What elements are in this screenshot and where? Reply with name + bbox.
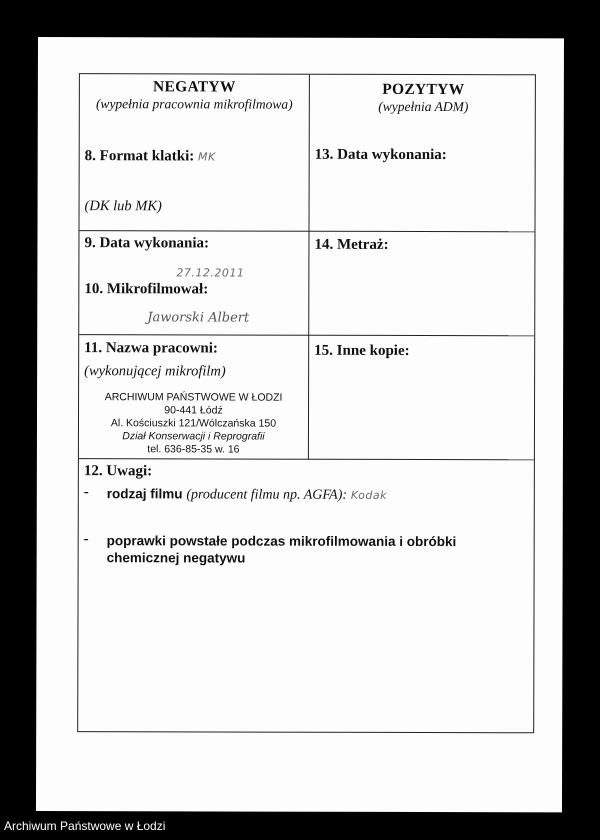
stamp-line-1: ARCHIWUM PAŃSTWOWE W ŁODZI [104,391,283,404]
row-divider-2 [79,334,534,336]
field-8-label: 8. Format klatki: [84,148,195,165]
archive-caption: Archiwum Państwowe w Łodzi [4,819,166,833]
field-10-signature: Jaworski Albert [147,310,250,326]
field-11-label: 11. Nazwa pracowni: [84,340,218,357]
field-14-label: 14. Metraż: [314,236,389,253]
field-13-label: 13. Data wykonania: [314,146,447,164]
scanned-document-page [36,37,564,812]
positive-subtitle: (wypełnia ADM) [378,98,469,115]
remark-film-type-value: Kodak [350,488,388,502]
field-9-label: 9. Data wykonania: [84,235,210,252]
archive-stamp [79,391,308,457]
field-12-label: 12. Uwagi: [83,463,153,480]
field-8-format [85,148,216,165]
remark-corrections-line-2: chemicznej negatywu [106,550,246,566]
remark-film-type [107,485,387,504]
column-divider [308,75,310,460]
stamp-line-3: Al. Kościuszki 121/Wólczańska 150 [110,417,277,430]
remark-film-type-hint: (producent filmu np. AGFA): [186,487,348,503]
positive-title: POZYTYW [382,80,465,99]
negative-title: NEGATYW [152,78,236,96]
field-10-label: 10. Mikrofilmował: [84,281,209,298]
field-15-label: 15. Inne kopie: [314,342,410,359]
bullet-2: - [83,531,89,548]
field-11-hint: (wykonującej mikrofilm) [84,363,226,380]
negative-subtitle: (wypełnia pracownia mikrofilmowa) [95,96,293,112]
microfilm-record-form [77,73,536,733]
remark-corrections [107,532,457,567]
remark-film-type-label: rodzaj filmu [106,486,183,502]
stamp-line-2: 90-441 Łódź [164,404,223,417]
field-8-value: MK [197,150,216,164]
stamp-line-4: Dział Konserwacji i Reprografii [122,430,265,443]
bullet-1: - [83,484,89,501]
remark-corrections-line-1: poprawki powstałe podczas mikrofilmowania i obróbki [106,533,457,550]
row-divider-1 [79,230,534,232]
row-divider-3 [79,458,534,460]
field-9-value: 27.12.2011 [176,266,245,280]
field-8-hint: (DK lub MK) [84,198,162,215]
stamp-line-5: tel. 636-85-35 w. 16 [147,443,240,456]
